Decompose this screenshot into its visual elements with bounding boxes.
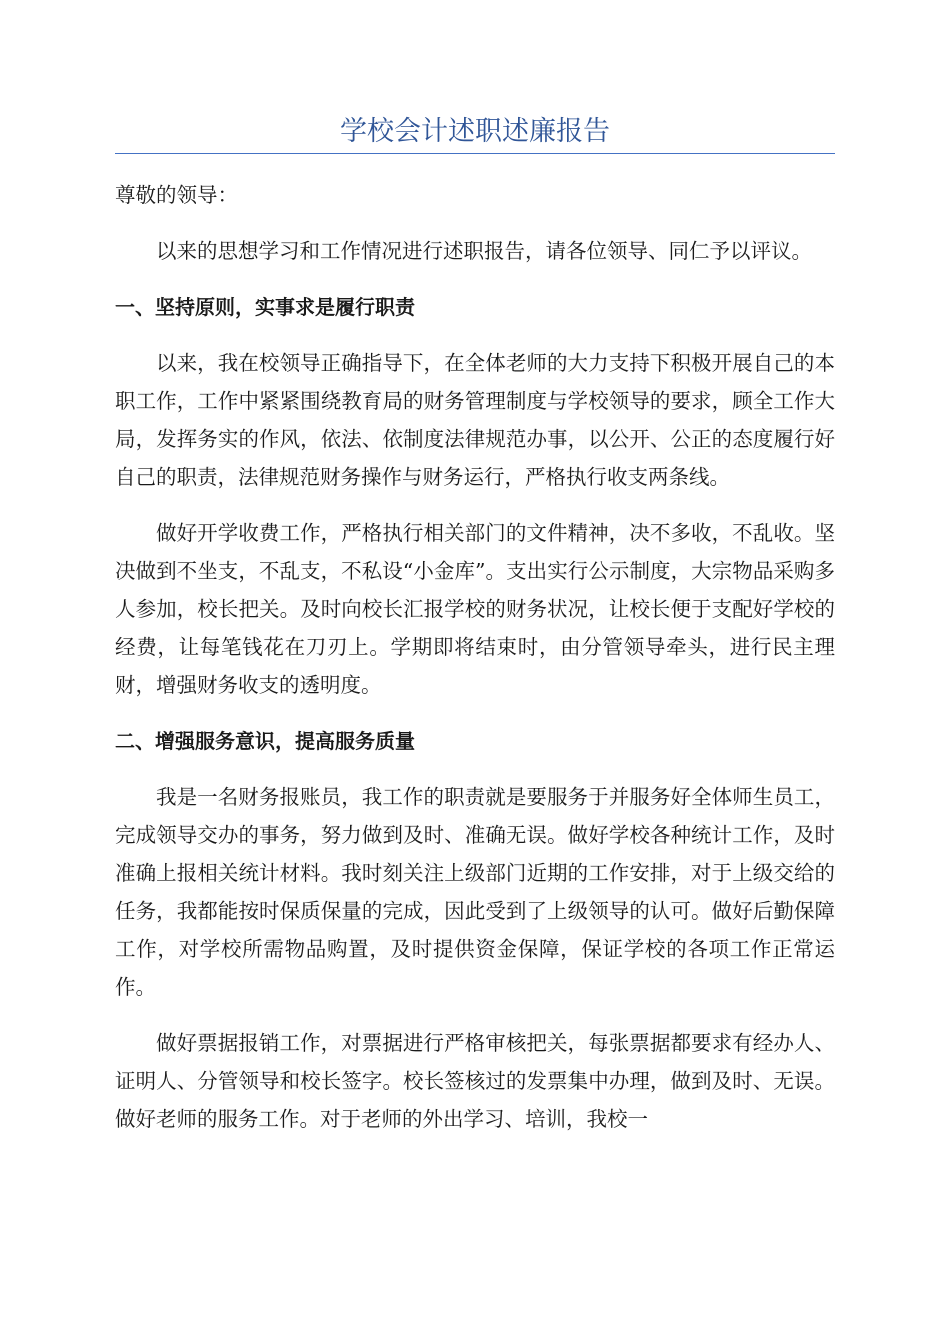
section-heading-2: 二、增强服务意识，提高服务质量 [115, 729, 415, 753]
section-2-paragraph-1: 我是一名财务报账员，我工作的职责就是要服务于并服务好全体师生员工，完成领导交办的事务，努力做到及时、准确无误。做好学校各种统计工作，及时准确上报相关统计材料。我时刻关注上级部门近期的工作安排，对于上级交给的任务，我都能按时保质保量的完成，因此受到了上级领导的认可。做好后勤保障工作，对学校所需物品购置，及时提供资金保障，保证学校的各项工作正常运作。 [115, 785, 835, 999]
section-2-paragraph-2: 做好票据报销工作，对票据进行严格审核把关，每张票据都要求有经办人、证明人、分管领导和校长签字。校长签核过的发票集中办理，做到及时、无误。做好老师的服务工作。对于老师的外出学习、培训，我校一 [115, 1031, 835, 1131]
section-heading-1: 一、坚持原则，实事求是履行职责 [115, 295, 415, 319]
section-1-paragraph-1: 以来，我在校领导正确指导下，在全体老师的大力支持下积极开展自己的本职工作，工作中紧紧围绕教育局的财务管理制度与学校领导的要求，顾全工作大局，发挥务实的作风，依法、依制度法律规范办事，以公开、公正的态度履行好自己的职责，法律规范财务操作与财务运行，严格执行收支两条线。 [115, 351, 835, 489]
salutation: 尊敬的领导： [115, 183, 238, 207]
intro-paragraph: 以来的思想学习和工作情况进行述职报告，请各位领导、同仁予以评议。 [156, 239, 812, 263]
title-underline [115, 153, 835, 154]
document-body [115, 176, 835, 1156]
section-1-paragraph-2: 做好开学收费工作，严格执行相关部门的文件精神，决不多收，不乱收。坚决做到不坐支，不乱支，不私设“小金库”。支出实行公示制度，大宗物品采购多人参加，校长把关。及时向校长汇报学校的财务状况，让校长便于支配好学校的经费，让每笔钱花在刀刃上。学期即将结束时，由分管领导牵头，进行民主理财，增强财务收支的透明度。 [115, 521, 835, 697]
document-title: 学校会计述职述廉报告 [340, 116, 610, 147]
